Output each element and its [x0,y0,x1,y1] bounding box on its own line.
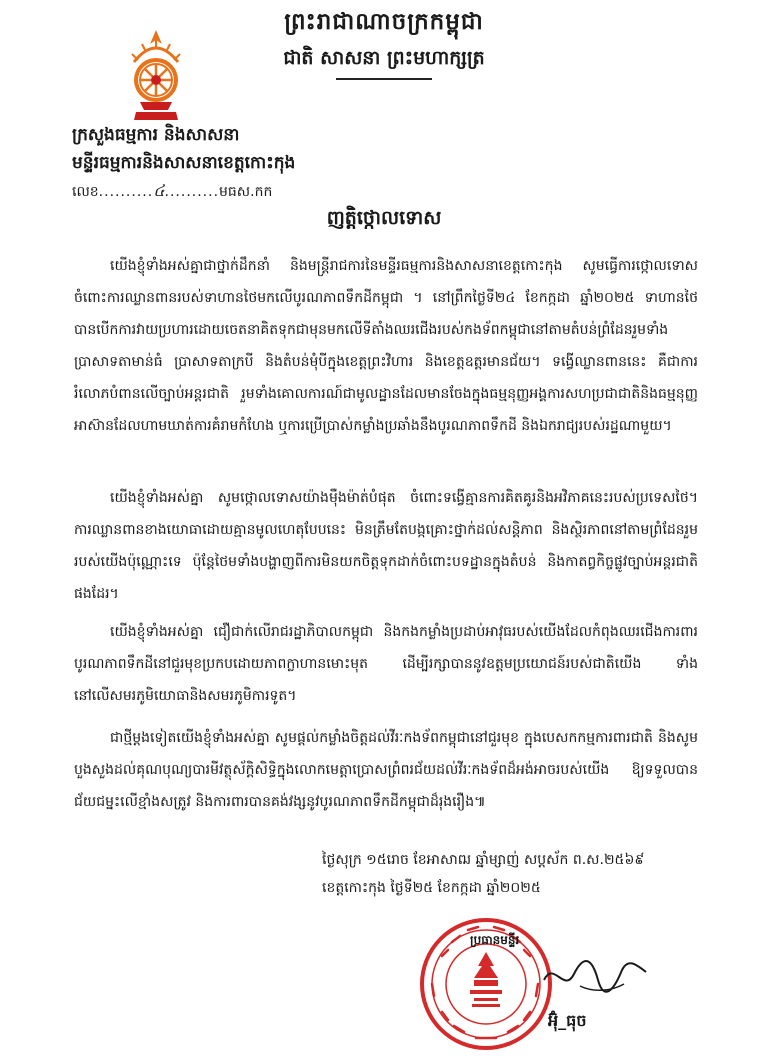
header-divider [336,78,432,80]
solar-date: ខេត្តកោះកុង ថ្ងៃទី២៥ ខែកក្កដា ឆ្នាំ២០២៥ [322,880,541,896]
signatory-title: ប្រធានមន្ទីរ [470,933,520,947]
reference-dots-left: .......... [98,184,154,200]
paragraph-1: យើងខ្ញុំទាំងអស់គ្នាជាថ្នាក់ដឹកនាំ និងមន្ត្រីរាជការនៃមន្ទីរធម្មការនិងសាសនាខេត្តកោះកុង សូមធ្វើការថ្កោលទោសចំពោះការឈ្លានពានរបស់ទាហានថៃមកលើបូរណភាពទឹកដីកម្ពុជា ។ នៅព្រឹកថ្ងៃទី២៤ ខែកក្កដា ឆ្នាំ២០២៥ ទាហានថៃបានបើកការវាយប្រហារដោយចេតនាគិតទុកជាមុនមកលើទីតាំងឈរជើងរបស់កងទ័ពកម្ពុជានៅតាមតំបន់ព្រំដែនរួមទាំងប្រាសាទតាមាន់ធំ ប្រាសាទតាក្របី និងតំបន់មុំបីក្នុងខេត្តព្រះវិហារ និងខេត្តឧត្តរមានជ័យ។ ទង្វើឈ្លានពាននេះ គឺជាការរំលោភបំពានលើច្បាប់អន្តរជាតិ រួមទាំងគោលការណ៍ជាមូលដ្ឋានដែលមានចែងក្នុងធម្មនុញ្ញអង្គការសហប្រជាជាតិនិងធម្មនុញ្ញអាស៊ានដែលហាមឃាត់ការគំរាមកំហែង ឬការប្រើប្រាស់កម្លាំងប្រឆាំងនឹងបូរណភាពទឹកដី និងឯករាជ្យរបស់រដ្ឋណាមួយ។ [74,258,698,434]
reference-handwritten-number: ៤ [153,181,165,200]
signatory-name: អ៊ុំ_ធុច [548,1011,587,1030]
reference-number [72,180,272,204]
lunar-date: ថ្ងៃសុក្រ ១៥រោច ខែអាសាឍ ឆ្នាំម្សាញ់ សប្តស័ក ព.ស.២៥៦៩ [322,852,645,868]
dharma-wheel-emblem-icon [120,28,192,124]
department-name: មន្ទីរធម្មការនិងសាសនាខេត្តកោះកុង [72,153,296,173]
kingdom-heading: ព្រះរាជាណាចក្រកម្ពុជា [284,9,484,35]
national-motto: ជាតិ សាសនា ព្រះមហាក្សត្រ [283,47,485,69]
reference-suffix: មធស.កក [219,184,273,200]
paragraph-3: យើងខ្ញុំទាំងអស់គ្នា ជឿជាក់លើរាជរដ្ឋាភិបាលកម្ពុជា និងកងកម្លាំងប្រដាប់អាវុធរបស់យើងដែលកំពុងឈរជើងការពារបូរណភាពទឹកដីនៅជួរមុខប្រកបដោយភាពក្លាហានមោះមុត ដើម្បីរក្សាបាននូវឧត្តមប្រយោជន៍របស់ជាតិយើង ទាំងនៅលើសមរភូមិយោធានិងសមរភូមិការទូត។ [74,624,698,704]
ministry-name: ក្រសួងធម្មការ និងសាសនា [72,125,240,145]
document-title: ញត្តិថ្កោលទោស [326,207,442,229]
reference-prefix: លេខ [72,184,99,200]
paragraph-2: យើងខ្ញុំទាំងអស់គ្នា សូមថ្កោលទោសយ៉ាងម៉ឺងម៉ាត់បំផុត ចំពោះទង្វើគ្មានការគិតគូរនិងអវិភាគនេះរបស់ប្រទេសថៃ។ ការឈ្លានពានខាងយោធាដោយគ្មានមូលហេតុបែបនេះ មិនត្រឹមតែបង្កគ្រោះថ្នាក់ដល់សន្តិភាព និងស្ថិរភាពនៅតាមព្រំដែនរួមរបស់យើងប៉ុណ្ណោះទេ ប៉ុន្តែថៃមទាំងបង្ហាញពីការមិនយកចិត្តទុកដាក់ចំពោះបទដ្ឋានក្នុងតំបន់ និងកាតព្វកិច្ចផ្លូវច្បាប់អន្តរជាតិផងដែរ។ [74,490,698,602]
reference-dots-right: .......... [164,184,220,200]
paragraph-4: ជាថ្មីម្តងទៀតយើងខ្ញុំទាំងអស់គ្នា សូមផ្តល់កម្លាំងចិត្តដល់វីរៈកងទ័ពកម្ពុជានៅជួរមុខ ក្នុងបេសកកម្មការពារជាតិ និងសូមបួងសួងដល់គុណបុណ្យបារមីវត្ថុស័ក្តិសិទ្ធិក្នុងលោកមេត្តាប្រោសព្រំពរជ័យដល់វីរៈកងទ័ពដ៏អង់អាចរបស់យើង ឱ្យទទួលបានជ័យជម្នះលើខ្មាំងសត្រូវ និងការពារបានគង់វង្សនូវបូរណភាពទឹកដីកម្ពុជាដ៏រុងរឿង៕ [74,730,698,810]
handwritten-signature-icon [540,950,650,1000]
